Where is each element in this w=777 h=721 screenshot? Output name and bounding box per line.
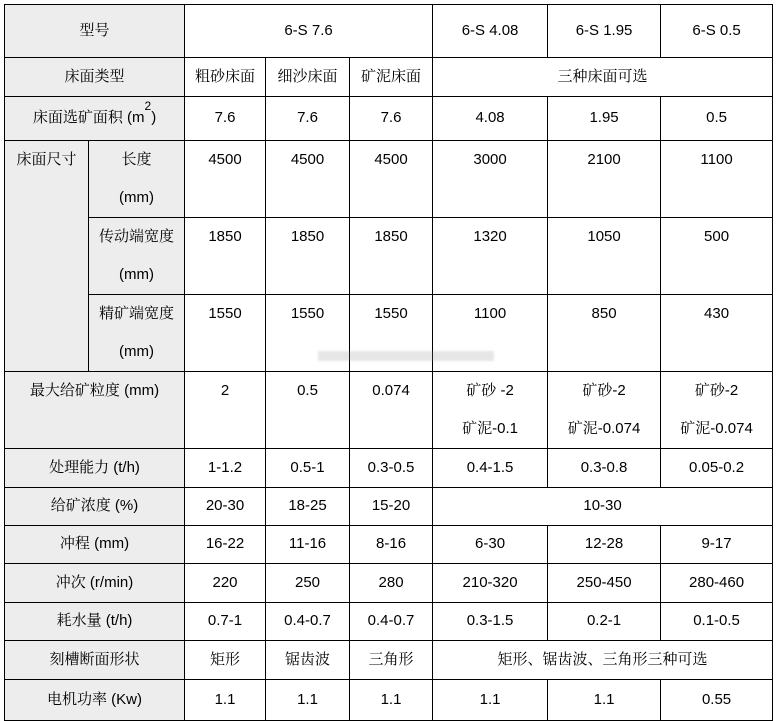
value-cell: 0.1-0.5 <box>661 603 773 641</box>
row-label-cell: 给矿浓度 (%) <box>5 488 185 526</box>
value-cell: 0.55 <box>661 680 773 721</box>
value-cell: 4.08 <box>433 97 548 141</box>
model-name-cell: 6-S 7.6 <box>185 5 433 58</box>
value-cell: 3000 <box>433 141 548 218</box>
value-cell: 4500 <box>350 141 433 218</box>
spec-table <box>4 4 773 721</box>
value-cell: 0.3-0.8 <box>548 449 661 488</box>
value-cell: 矩形、锯齿波、三角形三种可选 <box>433 641 773 680</box>
value-cell: 7.6 <box>266 97 350 141</box>
value-cell: 1320 <box>433 218 548 295</box>
row-label-cell <box>89 295 185 372</box>
table-row <box>5 97 773 141</box>
row-label-cell: 处理能力 (t/h) <box>5 449 185 488</box>
value-cell: 1.1 <box>433 680 548 721</box>
value-cell: 锯齿波 <box>266 641 350 680</box>
value-cell: 0.5 <box>266 372 350 449</box>
value-cell: 1050 <box>548 218 661 295</box>
value-cell: 16-22 <box>185 526 266 564</box>
spec-table-container <box>4 4 773 721</box>
row-label-cell: 冲程 (mm) <box>5 526 185 564</box>
value-cell: 1550 <box>266 295 350 372</box>
table-row <box>5 564 773 603</box>
row-label-cell: 冲次 (r/min) <box>5 564 185 603</box>
value-cell: 2 <box>185 372 266 449</box>
row-label-cell <box>89 141 185 218</box>
model-name-cell: 6-S 1.95 <box>548 5 661 58</box>
table-row <box>5 141 773 218</box>
value-cell: 1.1 <box>266 680 350 721</box>
table-row <box>5 488 773 526</box>
value-cell <box>433 372 548 449</box>
cell-line: (mm) <box>119 266 154 283</box>
row-label-cell: 刻槽断面形状 <box>5 641 185 680</box>
cell-line: 长度 <box>121 151 152 168</box>
row-label-cell: 型号 <box>5 5 185 58</box>
value-cell: 6-30 <box>433 526 548 564</box>
cell-line: 矿砂-2 <box>582 382 626 399</box>
value-cell: 0.2-1 <box>548 603 661 641</box>
value-cell: 4500 <box>266 141 350 218</box>
value-cell: 12-28 <box>548 526 661 564</box>
value-cell: 280-460 <box>661 564 773 603</box>
value-cell: 1100 <box>433 295 548 372</box>
value-cell: 1550 <box>350 295 433 372</box>
value-cell: 18-25 <box>266 488 350 526</box>
table-row <box>5 680 773 721</box>
value-cell: 280 <box>350 564 433 603</box>
value-cell: 7.6 <box>350 97 433 141</box>
value-cell: 220 <box>185 564 266 603</box>
row-label-cell: 床面尺寸 <box>5 141 89 372</box>
value-cell: 250-450 <box>548 564 661 603</box>
value-cell: 0.3-1.5 <box>433 603 548 641</box>
value-cell: 4500 <box>185 141 266 218</box>
table-row <box>5 603 773 641</box>
value-cell: 0.5 <box>661 97 773 141</box>
value-cell: 1.1 <box>185 680 266 721</box>
row-label-cell: 床面选矿面积 $(m^2)$ <box>5 97 185 141</box>
cell-line: 矿泥-0.074 <box>567 420 641 437</box>
value-cell: 1850 <box>350 218 433 295</box>
value-cell: 0.4-0.7 <box>266 603 350 641</box>
value-cell: 粗砂床面 <box>185 58 266 97</box>
cell-line: 矿砂 -2 <box>466 382 514 399</box>
table-row <box>5 372 773 449</box>
row-label-cell: 最大给矿粒度 (mm) <box>5 372 185 449</box>
row-label-cell <box>89 218 185 295</box>
value-cell: 1100 <box>661 141 773 218</box>
value-cell: 850 <box>548 295 661 372</box>
value-cell: 1.1 <box>548 680 661 721</box>
value-cell: 矩形 <box>185 641 266 680</box>
table-row <box>5 449 773 488</box>
value-cell: 三种床面可选 <box>433 58 773 97</box>
cell-line: 矿泥-0.074 <box>680 420 753 437</box>
value-cell: 1850 <box>185 218 266 295</box>
value-cell <box>661 372 773 449</box>
row-label-cell: 电机功率 (Kw) <box>5 680 185 721</box>
value-cell: 0.7-1 <box>185 603 266 641</box>
value-cell: 20-30 <box>185 488 266 526</box>
value-cell: 2100 <box>548 141 661 218</box>
cell-line: 传动端宽度 <box>99 228 175 245</box>
value-cell: 1.95 <box>548 97 661 141</box>
table-row <box>5 218 773 295</box>
value-cell: 1.1 <box>350 680 433 721</box>
table-row <box>5 5 773 58</box>
value-cell: 0.4-0.7 <box>350 603 433 641</box>
value-cell: 0.5-1 <box>266 449 350 488</box>
row-label-cell: 耗水量 (t/h) <box>5 603 185 641</box>
value-cell: 9-17 <box>661 526 773 564</box>
superscript: 2 <box>144 99 152 114</box>
value-cell: 1-1.2 <box>185 449 266 488</box>
value-cell: 0.4-1.5 <box>433 449 548 488</box>
value-cell: 10-30 <box>433 488 773 526</box>
table-row <box>5 526 773 564</box>
table-row <box>5 58 773 97</box>
cell-line: (mm) <box>119 343 154 360</box>
value-cell: 500 <box>661 218 773 295</box>
cell-line: 矿砂-2 <box>694 382 739 399</box>
value-cell: 7.6 <box>185 97 266 141</box>
spec-table-body <box>5 5 773 721</box>
value-cell: 430 <box>661 295 773 372</box>
cell-line: 矿泥-0.1 <box>462 420 518 437</box>
value-cell: 0.3-0.5 <box>350 449 433 488</box>
table-row <box>5 295 773 372</box>
value-cell: 细沙床面 <box>266 58 350 97</box>
value-cell: 0.05-0.2 <box>661 449 773 488</box>
value-cell: 三角形 <box>350 641 433 680</box>
value-cell: 8-16 <box>350 526 433 564</box>
model-name-cell: 6-S 4.08 <box>433 5 548 58</box>
table-row <box>5 641 773 680</box>
value-cell: 210-320 <box>433 564 548 603</box>
model-name-cell: 6-S 0.5 <box>661 5 773 58</box>
value-cell: 11-16 <box>266 526 350 564</box>
cell-line: 精矿端宽度 <box>99 305 175 322</box>
value-cell: 0.074 <box>350 372 433 449</box>
value-cell <box>548 372 661 449</box>
value-cell: 15-20 <box>350 488 433 526</box>
value-cell: 矿泥床面 <box>350 58 433 97</box>
row-label-cell: 床面类型 <box>5 58 185 97</box>
value-cell: 1550 <box>185 295 266 372</box>
value-cell: 250 <box>266 564 350 603</box>
cell-line: (mm) <box>119 189 154 206</box>
value-cell: 1850 <box>266 218 350 295</box>
